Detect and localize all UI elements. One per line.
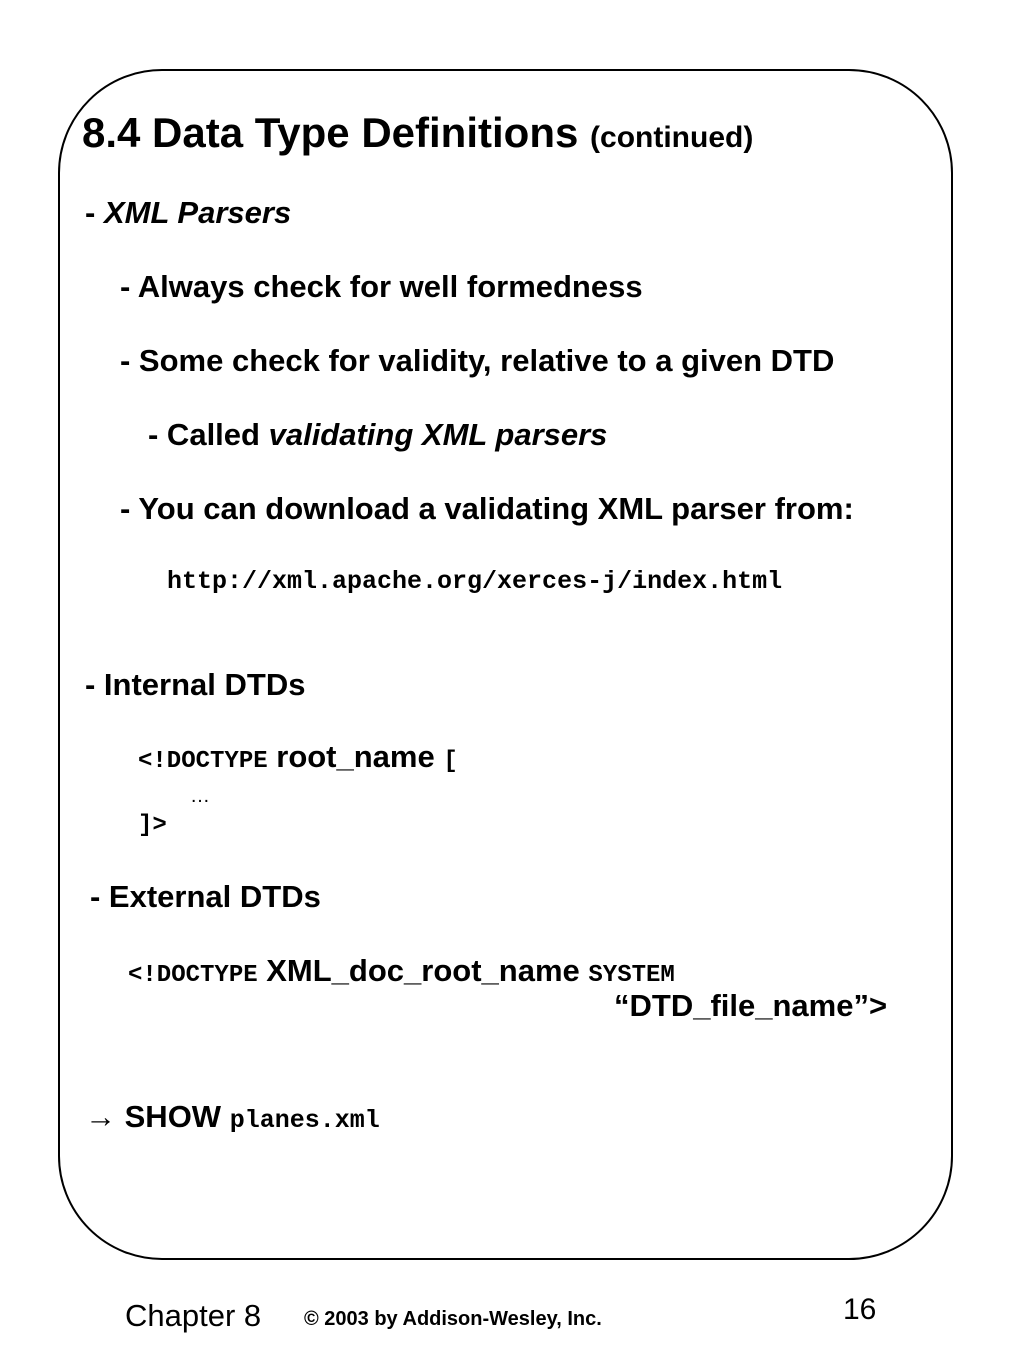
show-line xyxy=(85,1101,380,1133)
parser-url: http://xml.apache.org/xerces-j/index.html xyxy=(167,567,783,596)
internal-open-bracket: [ xyxy=(443,748,458,775)
parsers-heading xyxy=(85,197,291,228)
title-text: 8.4 Data Type Definitions xyxy=(82,109,579,156)
internal-heading: - Internal DTDs xyxy=(85,667,306,702)
title-note: (continued) xyxy=(590,121,754,154)
internal-close: ]> xyxy=(138,812,167,839)
external-file-name: “DTD_file_name”> xyxy=(614,988,888,1023)
internal-ellipsis: … xyxy=(190,785,210,807)
parsers-heading-text: XML Parsers xyxy=(103,195,292,230)
arrow-icon: → xyxy=(85,1099,116,1134)
external-heading: - External DTDs xyxy=(90,879,321,914)
external-doctype-keyword: <!DOCTYPE xyxy=(128,962,258,989)
internal-doctype-line xyxy=(138,741,458,774)
slide-title xyxy=(82,109,754,156)
called-prefix: - Called xyxy=(148,417,269,452)
slide-frame xyxy=(58,69,953,1260)
external-system-keyword: SYSTEM xyxy=(588,962,675,989)
bullet-validity: - Some check for validity, relative to a given DTD xyxy=(120,343,835,378)
footer-page-number: 16 xyxy=(843,1293,877,1326)
called-term: validating XML parsers xyxy=(268,417,608,452)
bullet-called xyxy=(148,419,607,450)
external-doctype-line xyxy=(128,955,675,988)
footer-chapter: Chapter 8 xyxy=(125,1298,262,1333)
external-root-name: XML_doc_root_name xyxy=(266,953,580,988)
bullet-download: - You can download a validating XML parser from: xyxy=(120,491,854,526)
show-file: planes.xml xyxy=(229,1106,380,1135)
show-label: SHOW xyxy=(124,1099,222,1134)
parsers-dash: - xyxy=(85,195,104,230)
bullet-wellformed: - Always check for well formedness xyxy=(120,269,643,304)
internal-doctype-keyword: <!DOCTYPE xyxy=(138,748,268,775)
footer-copyright: © 2003 by Addison-Wesley, Inc. xyxy=(304,1308,602,1330)
internal-root-name: root_name xyxy=(276,739,435,774)
